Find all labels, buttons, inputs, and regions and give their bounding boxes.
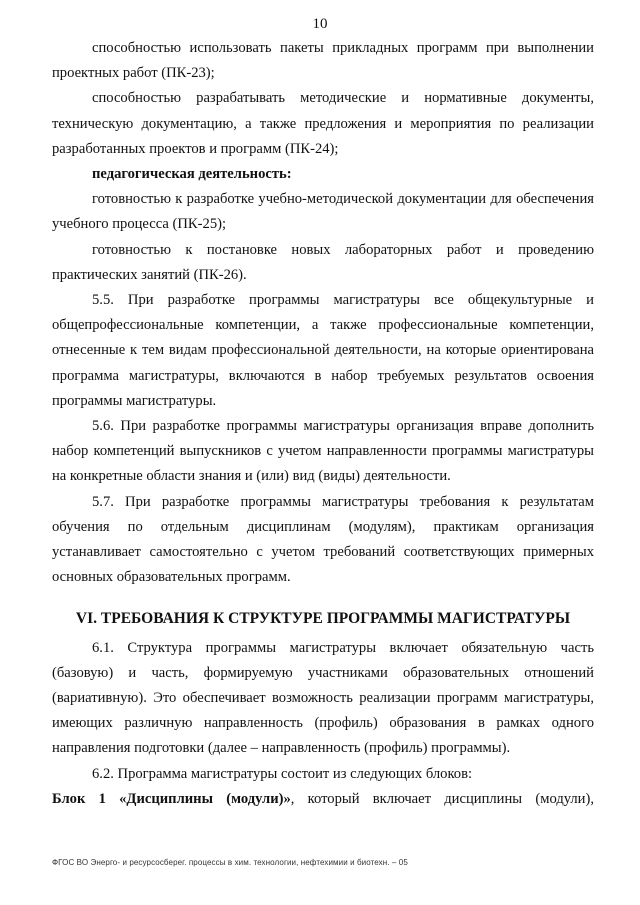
paragraph-pk24: способностью разрабатывать методические и нормативные документы, техническую документацию, а также предложения и мероприятия по реализации разработанных проектов и программ (ПК-24); xyxy=(52,90,594,157)
paragraph-pk23: способностью использовать пакеты прикладных программ при выполнении проектных работ (ПК-23); xyxy=(52,40,594,82)
block-1-line xyxy=(52,787,594,812)
block-1-description: , который включает дисциплины (модули), xyxy=(290,790,594,807)
pedagogical-heading: педагогическая деятельность: xyxy=(92,166,292,183)
paragraph-6-2: 6.2. Программа магистратуры состоит из следующих блоков: xyxy=(92,765,473,782)
paragraph-6-1: 6.1. Структура программы магистратуры включает обязательную часть (базовую) и часть, формируемую участниками образовательных отношений (вариативную). Это обеспечивает возможность реализации программ магистратуры, имеющих различную направленность (профиль) образования в рамках одного направления подготовки (далее – направленность (профиль) программы). xyxy=(52,639,594,757)
block-1-title: Блок 1 «Дисциплины (модули)» xyxy=(52,790,291,807)
paragraph-pk26: готовностью к постановке новых лабораторных работ и проведению практических занятий (ПК-26). xyxy=(52,241,594,283)
section-heading: VI. ТРЕБОВАНИЯ К СТРУКТУРЕ ПРОГРАММЫ МАГИСТРАТУРЫ xyxy=(75,610,571,628)
paragraph-5-7: 5.7. При разработке программы магистратуры требования к результатам обучения по отдельным дисциплинам (модулям), практикам организация устанавливает самостоятельно с учетом требований соответствующих примерных основных образовательных программ. xyxy=(52,493,594,586)
footer-note: ФГОС ВО Энерго- и ресурсосберег. процессы в хим. технологии, нефтехимии и биотехн. – 05 xyxy=(52,858,408,867)
page-number: 10 xyxy=(312,16,328,32)
paragraph-5-6: 5.6. При разработке программы магистратуры организация вправе дополнить набор компетенций выпускников с учетом направленности программы магистратуры на конкретные области знания и (или) вид (виды) деятельности. xyxy=(52,418,594,485)
paragraph-5-5: 5.5. При разработке программы магистратуры все общекультурные и общепрофессиональные компетенции, а также профессиональные компетенции, отнесенные к тем видам профессиональной деятельности, на которые ориентирована программа магистратуры, включаются в набор требуемых результатов освоения программы магистратуры. xyxy=(52,292,594,409)
document-body xyxy=(52,36,594,812)
paragraph-pk25: готовностью к разработке учебно-методической документации для обеспечения учебного процесса (ПК-25); xyxy=(52,191,594,233)
